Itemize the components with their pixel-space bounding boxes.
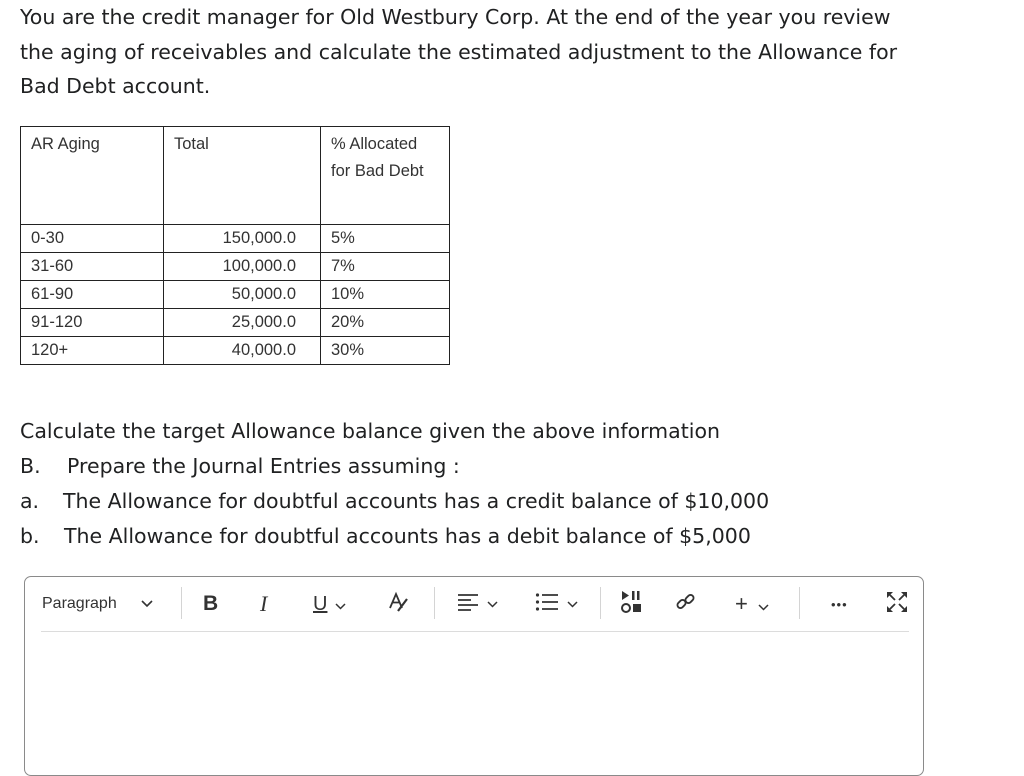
editor-content-area[interactable] [41,637,909,775]
chevron-down-icon [335,593,346,616]
table-row [21,253,450,281]
toolbar-divider [434,587,435,619]
text-color-icon [387,591,409,618]
header-percent-allocated: % Allocated for Bad Debt [321,127,450,225]
bold-icon: B [203,592,219,615]
toolbar-divider-line [41,631,909,632]
aging-percent: 30% [321,337,450,365]
media-icon [619,589,645,620]
text-color-button[interactable] [387,589,409,619]
ar-aging-table [20,126,450,365]
chevron-down-icon [141,595,153,613]
question-b [20,449,920,484]
align-button[interactable] [457,589,498,619]
aging-total: 100,000.0 [164,253,321,281]
aging-bucket: 61-90 [21,281,164,309]
aging-bucket: 0-30 [21,225,164,253]
questions-block [20,414,920,554]
header-ar-aging: AR Aging [21,127,164,225]
italic-icon: I [260,591,268,616]
underline-icon: U [313,592,328,615]
chevron-down-icon [567,595,578,613]
paragraph-format-label: Paragraph [42,595,117,612]
insert-stuff-button[interactable] [735,589,769,619]
insert-link-button[interactable] [674,589,698,619]
header-total: Total [164,127,321,225]
list-button[interactable] [535,589,578,619]
aging-total: 40,000.0 [164,337,321,365]
question-b2-label: b. [20,524,40,548]
fullscreen-icon [885,590,909,619]
align-left-icon [457,592,479,617]
aging-bucket: 31-60 [21,253,164,281]
table-row [21,225,450,253]
aging-percent: 5% [321,225,450,253]
link-icon [674,590,698,619]
plus-icon: + [735,591,748,616]
aging-total: 25,000.0 [164,309,321,337]
bold-button[interactable] [203,589,218,619]
question-a-label: a. [20,489,40,513]
aging-bucket: 120+ [21,337,164,365]
toolbar-divider [600,587,601,619]
more-options-button[interactable] [831,589,848,619]
chevron-down-icon [487,595,498,613]
table-row [21,281,450,309]
question-b-label: B. [20,454,41,478]
question-b2-text: The Allowance for doubtful accounts has a debit balance of $5,000 [64,524,751,548]
aging-percent: 10% [321,281,450,309]
table-header-row [21,127,450,225]
aging-percent: 7% [321,253,450,281]
more-icon: ••• [831,596,848,612]
question-a-text: The Allowance for doubtful accounts has a credit balance of $10,000 [63,489,770,513]
question-a-sub [20,484,920,519]
aging-total: 50,000.0 [164,281,321,309]
bulleted-list-icon [535,592,559,617]
aging-bucket: 91-120 [21,309,164,337]
toolbar-divider [181,587,182,619]
question-b-sub [20,519,920,554]
editor-toolbar [25,577,923,631]
insert-media-button[interactable] [619,589,645,619]
italic-button[interactable] [260,589,267,619]
aging-total: 150,000.0 [164,225,321,253]
table-row [21,337,450,365]
instructions-text: You are the credit manager for Old Westbury Corp. At the end of the year you review the aging of receivables and calculate the estimated adjustment to the Allowance for Bad Debt account. [20,5,898,98]
table-row [21,309,450,337]
question-b-text: Prepare the Journal Entries assuming : [67,454,460,478]
rich-text-editor[interactable] [24,576,924,776]
paragraph-format-select[interactable] [42,589,153,619]
aging-percent: 20% [321,309,450,337]
chevron-down-icon [758,591,769,617]
underline-button[interactable] [313,589,346,619]
toolbar-divider [799,587,800,619]
fullscreen-button[interactable] [885,589,909,619]
question-main: Calculate the target Allowance balance given the above information [20,419,720,443]
